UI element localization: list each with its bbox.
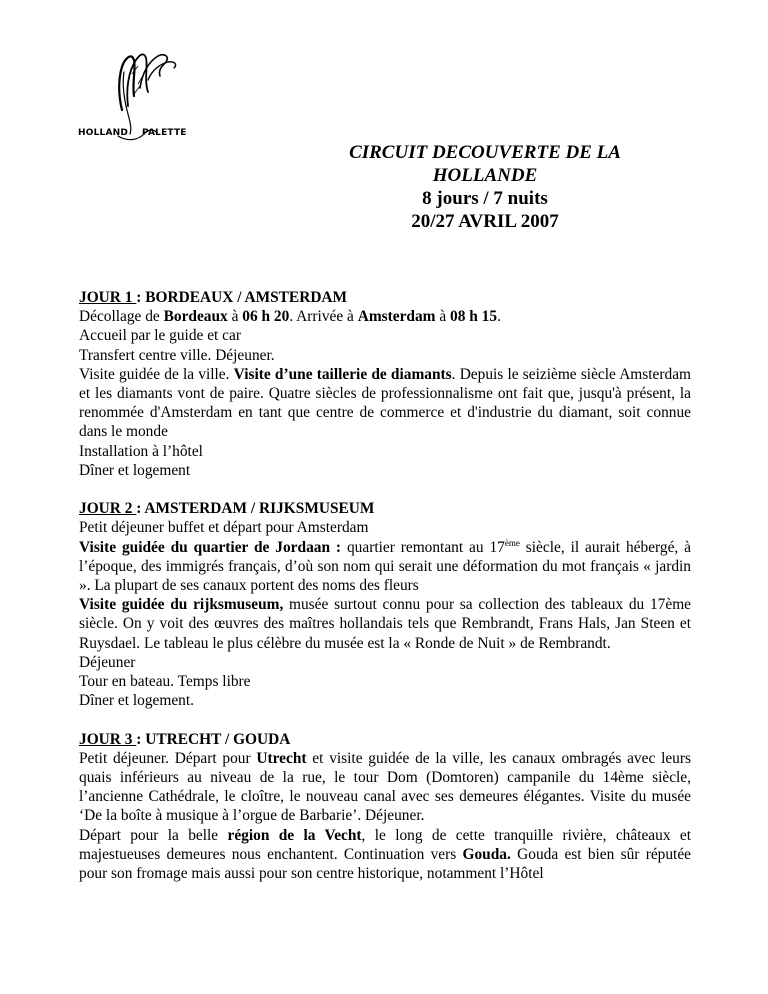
day-1-line: Transfert centre ville. Déjeuner. bbox=[79, 346, 275, 364]
day-2-number: JOUR 2 bbox=[79, 500, 137, 518]
holland-palette-logo bbox=[78, 44, 198, 144]
title-line-2: HOLLANDE bbox=[432, 165, 538, 186]
day-3-route: : UTRECHT / GOUDA bbox=[136, 730, 291, 748]
text: Visite guidée de la ville. bbox=[79, 365, 234, 383]
day-1-number: JOUR 1 bbox=[79, 289, 137, 306]
day-1-route: : BORDEAUX / AMSTERDAM bbox=[136, 289, 348, 306]
text: , le long de cette tranquille rivière, châteaux et majestueuses demeures nous enchantent. Continuation vers bbox=[79, 826, 691, 863]
title-line-1: CIRCUIT DECOUVERTE DE LA bbox=[349, 142, 621, 163]
text: Décollage de bbox=[79, 308, 164, 326]
superscript: ème bbox=[504, 537, 520, 548]
day-3-paragraph bbox=[79, 826, 691, 884]
day-3-paragraph bbox=[79, 749, 691, 826]
day-1-line: Installation à l’hôtel bbox=[79, 442, 203, 460]
day-3-number: JOUR 3 bbox=[79, 730, 137, 748]
day-1-line: Accueil par le guide et car bbox=[79, 327, 241, 345]
highlight: région de la Vecht bbox=[227, 826, 362, 844]
day-2-line: Déjeuner bbox=[79, 653, 136, 671]
day-1-paragraph bbox=[79, 365, 691, 442]
text: à bbox=[227, 308, 243, 326]
text: . Arrivée à bbox=[289, 308, 358, 326]
day-2-line: Dîner et logement. bbox=[79, 692, 194, 710]
text: Départ pour la belle bbox=[79, 826, 228, 844]
document-title bbox=[300, 141, 670, 233]
day-1-heading bbox=[79, 288, 691, 307]
logo-text-holland: HOLLAND bbox=[78, 128, 129, 138]
arrival-city: Amsterdam bbox=[357, 308, 436, 326]
title-duration: 8 jours / 7 nuits bbox=[422, 188, 548, 209]
day-1-section bbox=[79, 288, 691, 480]
day-1-flight bbox=[79, 307, 691, 326]
title-dates: 20/27 AVRIL 2007 bbox=[411, 211, 559, 232]
text: musée surtout connu pour sa collection des tableaux du 17ème siècle. On y voit des œuvres des maîtres hollandais tels que Rembrandt, Frans Hals, Jan Steen et Ruysdael. Le tableau le plus célèbre du musée est la « Ronde de Nuit » de Rembrandt. bbox=[79, 596, 691, 652]
day-2-paragraph bbox=[79, 538, 691, 596]
text: Petit déjeuner. Départ pour bbox=[79, 749, 257, 767]
day-2-line: Tour en bateau. Temps libre bbox=[79, 673, 251, 691]
departure-city: Bordeaux bbox=[163, 308, 228, 326]
text: . Depuis le seizième siècle Amsterdam et les diamants vont de paire. Quatre siècles de professionnalisme ont fait que, jusqu'à présent, la renommée d'Amsterdam en tant que centre de commerce et d'industrie du diamant, soit connue dans le monde bbox=[79, 365, 692, 441]
arrival-time: 08 h 15 bbox=[450, 308, 498, 326]
day-2-section bbox=[79, 499, 691, 710]
day-2-heading bbox=[79, 499, 691, 518]
text: Gouda est bien sûr réputée pour son fromage mais aussi pour son centre historique, notamment l’Hôtel bbox=[79, 845, 691, 883]
text: siècle, il aurait hébergé, à l’époque, des immigrés français, d’où son nom qui serait une déformation du mot français « jardin ». La plupart de ses canaux portent des noms des fleurs bbox=[79, 538, 691, 595]
itinerary bbox=[79, 288, 691, 902]
text: et visite guidée de la ville, les canaux ombragés avec leurs quais inférieurs au niveau de la rue, le tour Dom (Domtoren) campanile du 14ème siècle, l’ancienne Cathédrale, le cloître, le nouveau canal avec ses demeures élégantes. Visite du musée ‘De la boîte à musique à l’orgue de Barbarie’. Déjeuner. bbox=[79, 749, 691, 825]
day-3-heading bbox=[79, 730, 691, 749]
day-1-line: Dîner et logement bbox=[79, 461, 191, 479]
day-2-route: : AMSTERDAM / RIJKSMUSEUM bbox=[136, 500, 375, 518]
text: quartier remontant au 17 bbox=[341, 538, 505, 556]
highlight: Visite guidée du rijksmuseum, bbox=[79, 596, 284, 614]
day-2-paragraph bbox=[79, 595, 691, 653]
text: . bbox=[497, 308, 501, 326]
highlight: Utrecht bbox=[256, 749, 307, 767]
highlight: Visite guidée du quartier de Jordaan : bbox=[79, 538, 342, 556]
day-3-section bbox=[79, 730, 691, 884]
text: à bbox=[435, 308, 451, 326]
day-2-line: Petit déjeuner buffet et départ pour Amsterdam bbox=[79, 519, 369, 537]
highlight: Visite d’une taillerie de diamants bbox=[233, 365, 452, 383]
departure-time: 06 h 20 bbox=[242, 308, 290, 326]
highlight: Gouda. bbox=[462, 845, 511, 863]
logo-text-palette: PALETTE bbox=[142, 128, 187, 138]
